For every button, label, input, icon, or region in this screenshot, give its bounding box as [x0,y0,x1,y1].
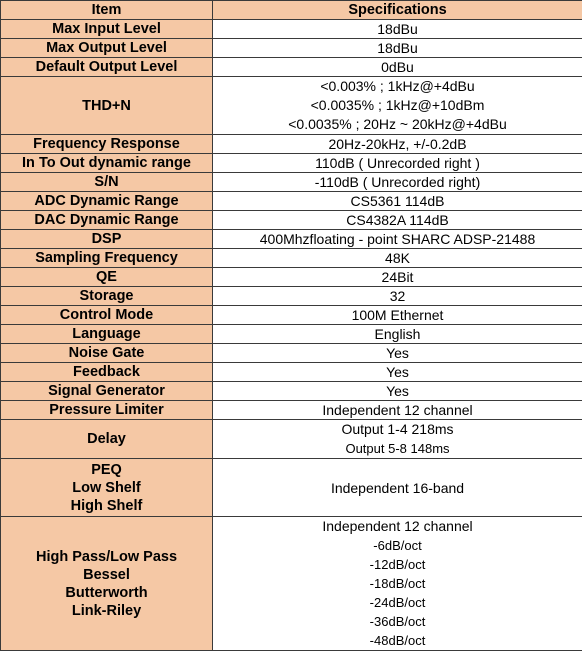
table-row [1,135,582,154]
table-row [1,363,582,382]
label-line: High Shelf [70,497,143,514]
table-row [1,77,582,135]
table-row [1,325,582,344]
table-row [1,211,582,230]
table-row [1,192,582,211]
label-line: Link-Riley [71,602,142,619]
value-line: -6dB/oct [373,538,422,553]
row-value: 110dB ( Unrecorded right ) [213,154,582,173]
row-value: 100M Ethernet [213,306,582,325]
row-label: Pressure Limiter [1,401,213,420]
row-value: Yes [213,363,582,382]
row-value [213,517,582,651]
table-row [1,154,582,173]
row-value: CS5361 114dB [213,192,582,211]
table-row [1,173,582,192]
row-value [213,77,582,135]
row-label: In To Out dynamic range [1,154,213,173]
table-row [1,344,582,363]
row-value: 48K [213,249,582,268]
row-label: S/N [1,173,213,192]
row-value: 400Mhzfloating - point SHARC ADSP-21488 [213,230,582,249]
row-value: Independent 16-band [213,459,582,517]
table-row [1,20,582,39]
table-row [1,517,582,651]
row-label: Sampling Frequency [1,249,213,268]
value-line: <0.0035% ; 20Hz ~ 20kHz@+4dBu [288,116,507,132]
row-value: Independent 12 channel [213,401,582,420]
value-line: Output 1-4 218ms [341,421,454,437]
row-label [1,459,213,517]
value-line: <0.0035% ; 1kHz@+10dBm [310,97,485,113]
row-value: -110dB ( Unrecorded right) [213,173,582,192]
row-value: 18dBu [213,39,582,58]
row-label: Storage [1,287,213,306]
value-line: Independent 12 channel [322,518,473,534]
table-row [1,459,582,517]
value-line: -18dB/oct [369,576,426,591]
value-line: -24dB/oct [369,595,426,610]
row-label: Default Output Level [1,58,213,77]
row-label: Noise Gate [1,344,213,363]
row-value [213,420,582,459]
row-value: CS4382A 114dB [213,211,582,230]
row-label: Language [1,325,213,344]
value-line: -36dB/oct [369,614,426,629]
table-row [1,268,582,287]
label-line: Butterworth [65,584,148,601]
value-line: Output 5-8 148ms [345,441,450,456]
row-value: 24Bit [213,268,582,287]
row-label: Max Output Level [1,39,213,58]
label-line: High Pass/Low Pass [35,548,178,565]
row-label: QE [1,268,213,287]
row-value: 18dBu [213,20,582,39]
row-label: Delay [1,420,213,459]
header-row [1,1,582,20]
value-line: -48dB/oct [369,633,426,648]
row-label: Control Mode [1,306,213,325]
row-label: ADC Dynamic Range [1,192,213,211]
row-value: 32 [213,287,582,306]
label-line: Low Shelf [72,479,141,496]
table-row [1,58,582,77]
row-label: Frequency Response [1,135,213,154]
value-line: <0.003% ; 1kHz@+4dBu [320,78,475,94]
row-value: Yes [213,344,582,363]
table-row [1,420,582,459]
table-row [1,401,582,420]
row-label: THD+N [1,77,213,135]
table-row [1,39,582,58]
table-row [1,306,582,325]
row-value: 0dBu [213,58,582,77]
row-label [1,517,213,651]
label-line: Bessel [83,566,130,583]
table-row [1,382,582,401]
table-row [1,230,582,249]
row-label: Signal Generator [1,382,213,401]
row-label: Feedback [1,363,213,382]
table-row [1,249,582,268]
header-specifications: Specifications [213,1,582,20]
row-value: Yes [213,382,582,401]
row-label: DAC Dynamic Range [1,211,213,230]
row-value: 20Hz-20kHz, +/-0.2dB [213,135,582,154]
row-label: Max Input Level [1,20,213,39]
value-line: -12dB/oct [369,557,426,572]
label-line: PEQ [91,461,122,478]
row-value: English [213,325,582,344]
header-item: Item [1,1,213,20]
table-row [1,287,582,306]
row-label: DSP [1,230,213,249]
